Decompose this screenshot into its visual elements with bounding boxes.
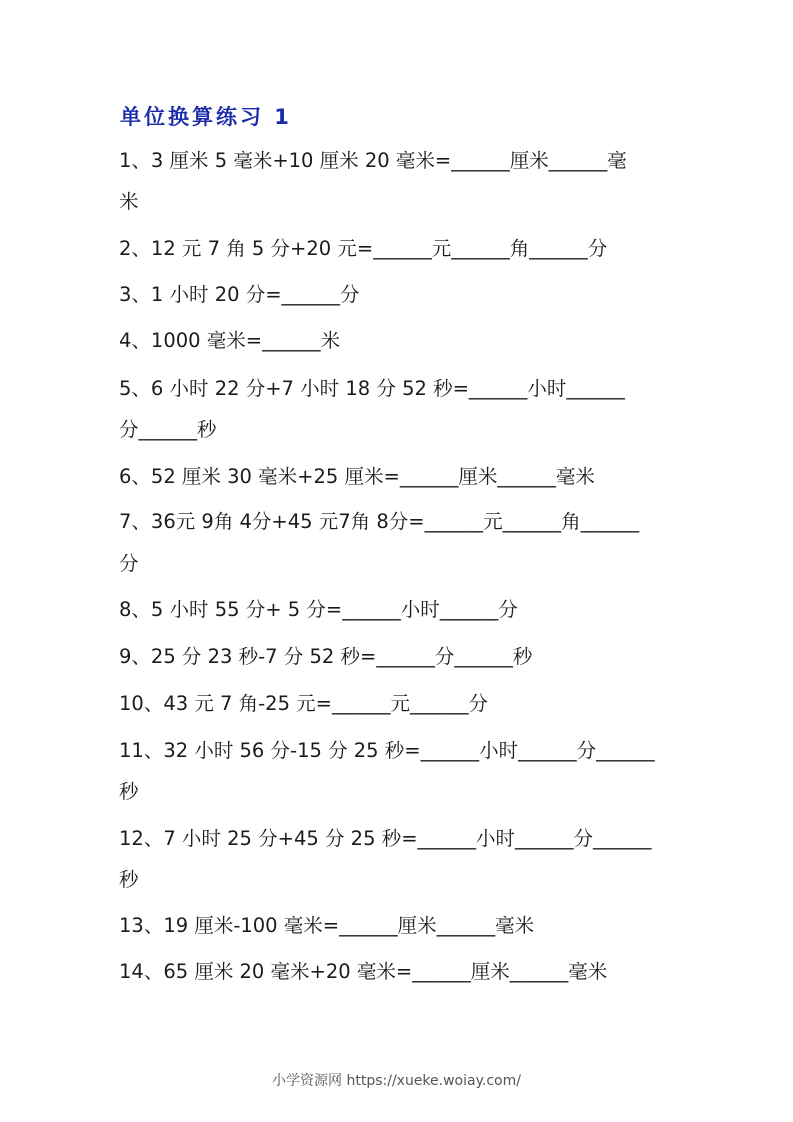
problem-4: 4、1000 毫米=______米 [119, 329, 341, 352]
problem-11-line-1: 11、32 小时 56 分-15 分 25 秒=______小时______分______ [119, 739, 655, 762]
problem-8: 8、5 小时 55 分+ 5 分=______小时______分 [119, 598, 518, 621]
problem-14: 14、65 厘米 20 毫米+20 毫米=______厘米______毫米 [119, 960, 608, 983]
problem-5-line-1: 5、6 小时 22 分+7 小时 18 分 52 秒=______小时______ [119, 377, 625, 400]
problem-9: 9、25 分 23 秒-7 分 52 秒=______分______秒 [119, 645, 533, 668]
problem-5-line-2: 分______秒 [119, 418, 217, 441]
problem-11-line-2: 秒 [119, 780, 139, 803]
problem-1-line-1: 1、3 厘米 5 毫米+10 厘米 20 毫米=______厘米______毫 [119, 149, 627, 172]
problem-6: 6、52 厘米 30 毫米+25 厘米=______厘米______毫米 [119, 465, 595, 488]
problem-13: 13、19 厘米-100 毫米=______厘米______毫米 [119, 914, 535, 937]
problem-10: 10、43 元 7 角-25 元=______元______分 [119, 692, 489, 715]
problem-3: 3、1 小时 20 分=______分 [119, 283, 360, 306]
problem-7-line-2: 分 [119, 552, 139, 575]
problem-1-line-2: 米 [119, 190, 139, 213]
problem-12-line-1: 12、7 小时 25 分+45 分 25 秒=______小时______分______ [119, 827, 652, 850]
page-title: 单位换算练习 1 [120, 105, 292, 129]
footer-watermark: 小学资源网 https://xueke.woiay.com/ [272, 1073, 521, 1089]
problem-2: 2、12 元 7 角 5 分+20 元=______元______角______分 [119, 237, 608, 260]
problem-12-line-2: 秒 [119, 868, 139, 891]
problem-7-line-1: 7、36元 9角 4分+45 元7角 8分=______元______角______ [119, 510, 640, 533]
